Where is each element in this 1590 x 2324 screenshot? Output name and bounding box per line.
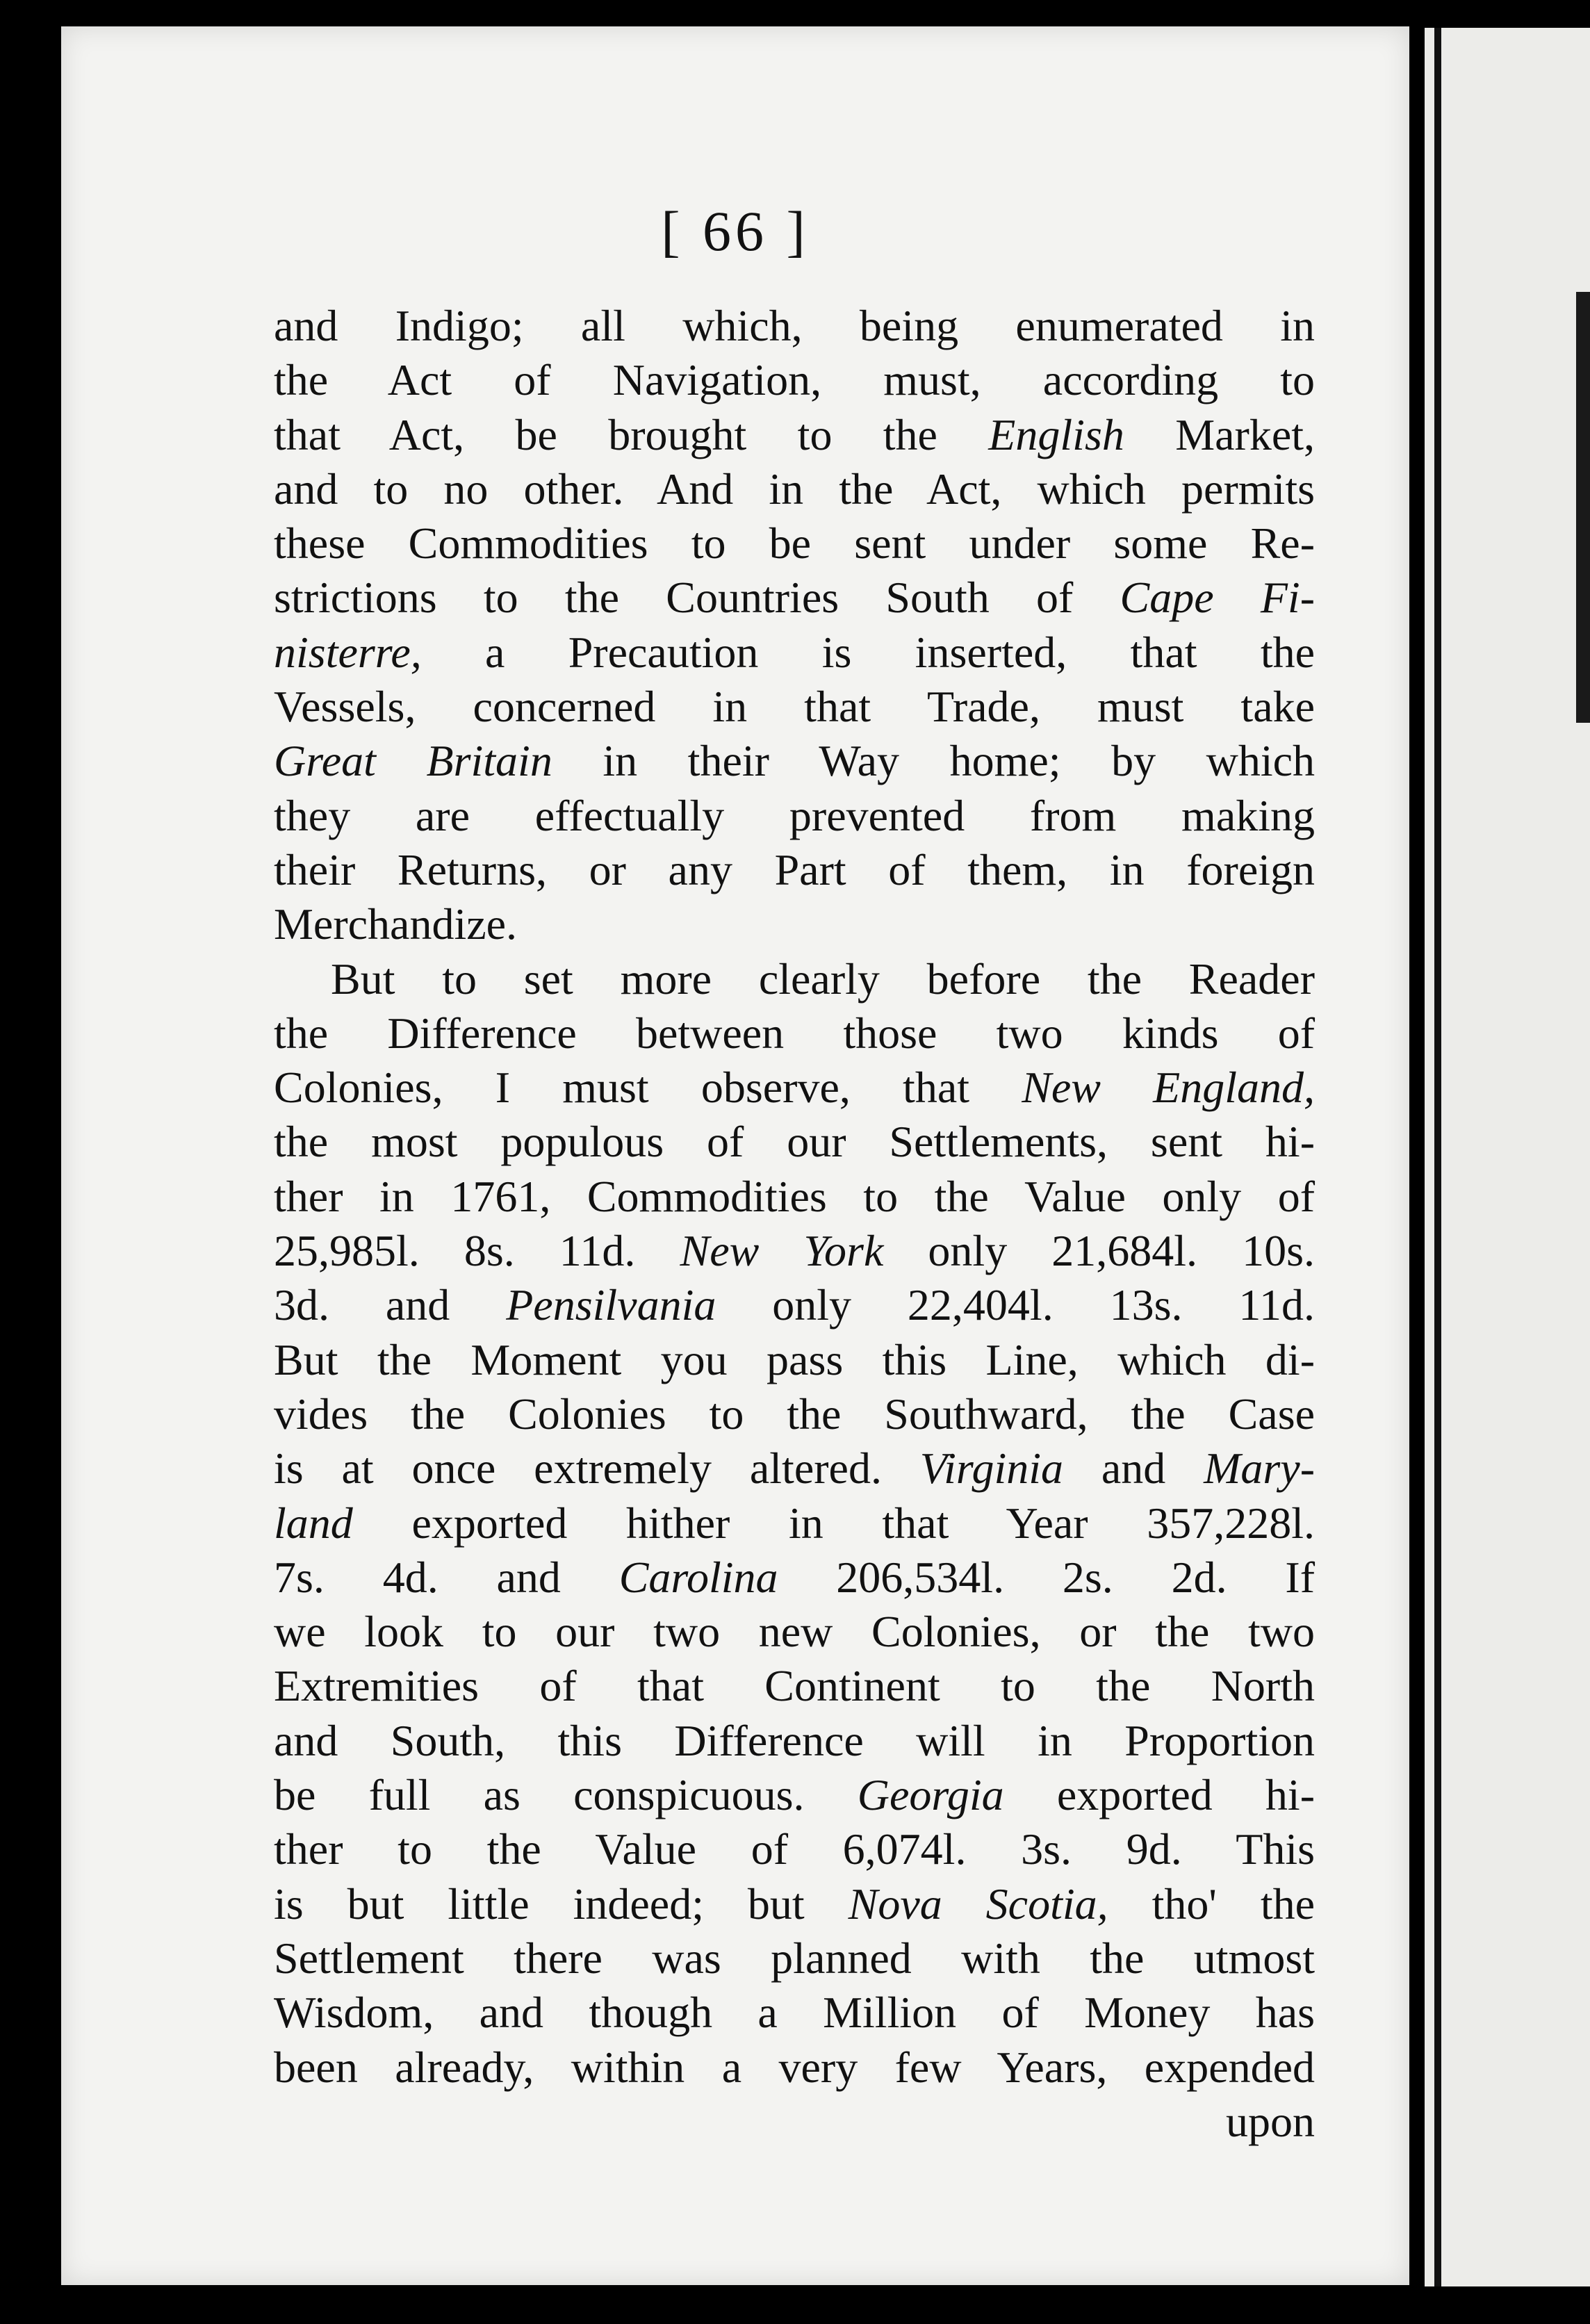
text-segment: these Commodities to be sent under some Re- xyxy=(274,518,1315,568)
text-line xyxy=(274,408,1315,462)
text-segment: strictions to the Countries South of xyxy=(274,573,1120,623)
text-segment: we look to our two new Colonies, or the two xyxy=(274,1607,1315,1657)
text-line xyxy=(274,1441,1315,1496)
italic-segment: Carolina xyxy=(618,1552,778,1602)
bleed-through-mark xyxy=(1576,556,1590,723)
text-segment: vides the Colonies to the Southward, the Case xyxy=(274,1389,1315,1439)
text-segment: only 21,684l. 10s. xyxy=(883,1226,1316,1276)
italic-segment: Virginia xyxy=(919,1443,1064,1494)
italic-segment: Georgia xyxy=(857,1770,1004,1820)
text-segment: Colonies, I must observe, that xyxy=(274,1063,1022,1113)
text-segment: in their Way home; by which xyxy=(552,736,1316,786)
text-segment: But to set more clearly before the Reader xyxy=(331,954,1315,1004)
italic-segment: Nova Scotia, xyxy=(848,1879,1108,1929)
text-line xyxy=(274,1768,1315,1822)
text-segment: exported hither in that Year 357,228l. xyxy=(352,1498,1315,1548)
text-line xyxy=(274,789,1315,843)
text-line xyxy=(274,952,1315,1006)
italic-segment: land xyxy=(274,1498,353,1548)
text-segment: 7s. 4d. and xyxy=(274,1552,619,1602)
text-segment: their Returns, or any Part of them, in foreign xyxy=(274,844,1315,894)
text-segment: and Indigo; all which, being enumerated in xyxy=(274,301,1315,350)
italic-segment: Great Britain xyxy=(274,736,552,786)
text-segment: and South, this Difference will in Proportion xyxy=(274,1715,1315,1765)
text-line xyxy=(274,734,1315,788)
text-line xyxy=(274,1550,1315,1605)
text-segment: the Act of Navigation, must, according to xyxy=(274,355,1315,405)
text-line xyxy=(274,2040,1315,2095)
page-gutter-shadow xyxy=(1434,28,1441,2286)
italic-segment: Cape Fi- xyxy=(1120,573,1315,623)
italic-segment: Pensilvania xyxy=(506,1280,716,1330)
text-line xyxy=(274,462,1315,516)
text-segment: Vessels, concerned in that Trade, must take xyxy=(274,682,1315,732)
text-segment: 25,985l. 8s. 11d. xyxy=(274,1226,680,1276)
text-segment: 3d. and xyxy=(274,1280,507,1330)
text-segment: that Act, be brought to the xyxy=(274,409,989,459)
body-text xyxy=(274,299,1315,2149)
text-segment: and xyxy=(1063,1443,1204,1494)
text-line xyxy=(274,843,1315,897)
italic-segment: Mary- xyxy=(1204,1443,1316,1494)
text-segment: Extremities of that Continent to the North xyxy=(274,1661,1315,1711)
italic-segment: nisterre, xyxy=(274,627,422,677)
text-line xyxy=(274,1224,1315,1278)
text-line xyxy=(274,1496,1315,1550)
text-segment: a Precaution is inserted, that the xyxy=(421,627,1315,677)
text-line xyxy=(274,516,1315,571)
text-segment: 206,534l. 2s. 2d. If xyxy=(778,1552,1316,1602)
text-segment: is but little indeed; but xyxy=(274,1879,849,1929)
text-line xyxy=(274,1387,1315,1441)
text-segment: exported hi- xyxy=(1003,1770,1316,1820)
text-segment: But the Moment you pass this Line, which di- xyxy=(274,1334,1315,1384)
text-segment: ther to the Value of 6,074l. 3s. 9d. This xyxy=(274,1824,1315,1874)
italic-segment: New York xyxy=(680,1226,884,1276)
text-line xyxy=(274,299,1315,353)
text-segment: the most populous of our Settlements, sent hi- xyxy=(274,1117,1315,1167)
text-segment: been already, within a very few Years, expended xyxy=(274,2042,1315,2092)
text-segment: ther in 1761, Commodities to the Value only of xyxy=(274,1171,1315,1221)
text-segment: Wisdom, and though a Million of Money has xyxy=(274,1988,1315,2038)
text-line xyxy=(274,1605,1315,1659)
text-line xyxy=(274,897,1315,951)
italic-segment: English xyxy=(988,409,1124,459)
text-segment: Settlement there was planned with the utmost xyxy=(274,1933,1315,1983)
text-segment: be full as conspicuous. xyxy=(274,1770,858,1820)
text-line xyxy=(274,571,1315,625)
text-segment: Merchandize. xyxy=(274,899,518,949)
text-line xyxy=(274,1333,1315,1387)
text-line xyxy=(274,1170,1315,1224)
text-segment: is at once extremely altered. xyxy=(274,1443,920,1494)
text-line xyxy=(274,1006,1315,1061)
book-page xyxy=(61,26,1409,2285)
adjacent-page-edge xyxy=(1425,28,1590,2286)
text-segment: they are effectually prevented from making xyxy=(274,790,1315,840)
text-line xyxy=(274,1115,1315,1169)
text-line xyxy=(274,680,1315,734)
text-line xyxy=(274,1061,1315,1115)
text-line xyxy=(274,1659,1315,1713)
text-segment: and to no other. And in the Act, which permits xyxy=(274,464,1315,514)
text-segment: tho' the xyxy=(1108,1879,1315,1929)
page-number: [ 66 ] xyxy=(661,199,810,263)
text-segment: the Difference between those two kinds of xyxy=(274,1008,1315,1058)
text-line xyxy=(274,1822,1315,1876)
italic-segment: New England, xyxy=(1022,1063,1316,1113)
text-line xyxy=(274,1278,1315,1332)
catchword: upon xyxy=(1226,2096,1315,2146)
text-segment: only 22,404l. 13s. 11d. xyxy=(716,1280,1315,1330)
text-line xyxy=(274,353,1315,407)
text-line xyxy=(274,625,1315,680)
text-line xyxy=(274,1714,1315,1768)
text-line xyxy=(274,1931,1315,1986)
text-line xyxy=(274,1877,1315,1931)
text-segment: Market, xyxy=(1124,409,1316,459)
text-line xyxy=(274,1986,1315,2040)
